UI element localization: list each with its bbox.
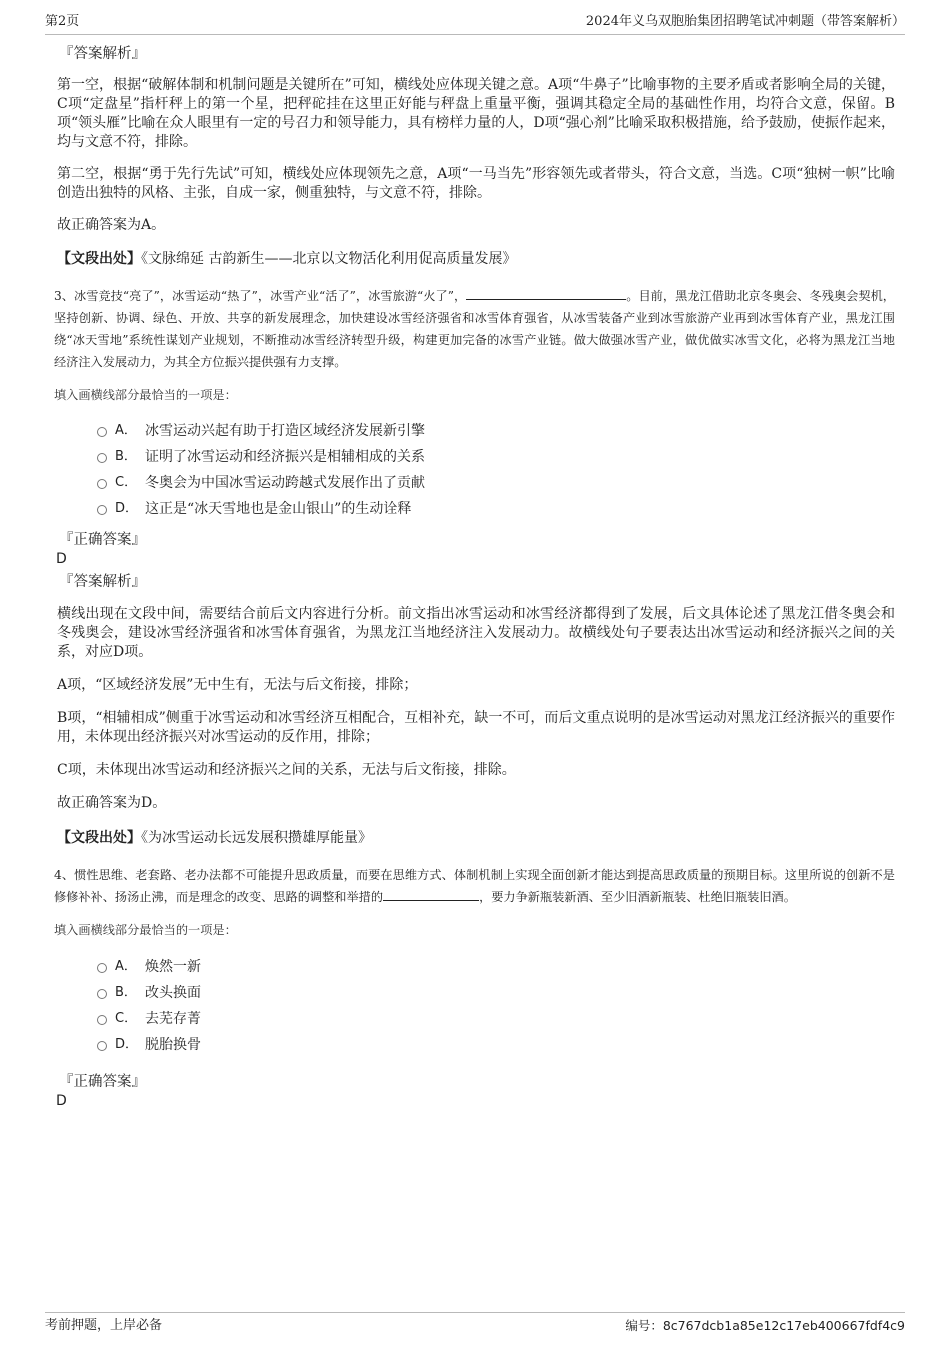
q3-option-b[interactable] [97, 444, 895, 470]
q3-stem-before-blank: 3、冰雪竞技“亮了”，冰雪运动“热了”，冰雪产业“活了”，冰雪旅游“火了”， [54, 289, 467, 303]
q4-answer: D [56, 1093, 67, 1109]
option-letter: A． [115, 423, 137, 438]
radio-icon[interactable] [97, 963, 107, 973]
q4-answer-label: 『正确答案』 [59, 1074, 146, 1090]
q4-stem [54, 864, 895, 908]
option-letter: B． [115, 985, 137, 1000]
option-letter: C． [115, 475, 138, 490]
q3-analysis-paragraph-1: 横线出现在文段中间，需要结合前后文内容进行分析。前文指出冰雪运动和冰雪经济都得到了发展，后文具体论述了黑龙江借冬奥会和冬残奥会，建设冰雪经济强省和冰雪体育强省，为黑龙江当地经济注入发展动力。故横线处句子要表达出冰雪运动和经济振兴之间的关系，对应D项。 [57, 606, 895, 660]
radio-icon[interactable] [97, 1015, 107, 1025]
q3-analysis-paragraph-4: C项，未体现出冰雪运动和经济振兴之间的关系，无法与后文衔接，排除。 [57, 762, 516, 778]
q3-source-tag: 【文段出处】 [57, 830, 141, 846]
q4-stem-after-blank: ，要力争新瓶装新酒、至少旧酒新瓶装、杜绝旧瓶装旧酒。 [479, 890, 796, 904]
q3-answer-label: 『正确答案』 [59, 532, 146, 548]
option-text: 脱胎换骨 [145, 1037, 201, 1053]
option-letter: A． [115, 959, 137, 974]
q4-option-a[interactable] [97, 954, 895, 980]
radio-icon[interactable] [97, 505, 107, 515]
q2-analysis-paragraph-2: 第二空，根据“勇于先行先试”可知，横线处应体现领先之意，A项“一马当先”形容领先或者带头，符合文意，当选。C项“独树一帜”比喻创造出独特的风格、主张，自成一家，侧重独特，与文意不符，排除。 [57, 166, 895, 201]
q3-stem [54, 285, 895, 373]
q2-source [57, 249, 895, 269]
q2-conclusion: 故正确答案为A。 [57, 217, 166, 233]
page-header [45, 12, 905, 35]
q3-option-a[interactable] [97, 418, 895, 444]
q3-conclusion: 故正确答案为D。 [57, 795, 167, 811]
q4-option-c[interactable] [97, 1006, 895, 1032]
q2-analysis-label: 『答案解析』 [59, 46, 146, 62]
q3-analysis-paragraph-2: A项，“区域经济发展”无中生有，无法与后文衔接，排除； [57, 677, 418, 693]
q2-analysis-paragraph-1: 第一空，根据“破解体制和机制问题是关键所在”可知，横线处应体现关键之意。A项“牛鼻子”比喻事物的主要矛盾或者影响全局的关键，C项“定盘星”指杆秤上的第一个星，把秤砣挂在这里正好能与秤盘上重量平衡，强调其稳定全局的基础性作用，均符合文意，保留。B项“领头雁”比喻在众人眼里有一定的号召力和领导能力，具有榜样力量的人，D项“强心剂”比喻采取积极措施，给予鼓励，使振作起来，均与文意不符，排除。 [57, 77, 895, 150]
footer-slogan: 考前押题，上岸必备 [45, 1318, 163, 1333]
option-letter: D． [115, 1037, 139, 1052]
option-text: 改头换面 [145, 985, 201, 1001]
q3-option-c[interactable] [97, 470, 895, 496]
q3-stem-after-blank: 。目前，黑龙江借助北京冬奥会、冬残奥会契机，坚持创新、协调、绿色、开放、共享的新发展理念，加快建设冰雪经济强省和冰雪体育强省，从冰雪装备产业到冰雪旅游产业再到冰雪体育产业，黑龙江围绕“冰天雪地”系统性谋划产业规划，不断推动冰雪经济转型升级，构建更加完备的冰雪产业链。做大做强冰雪产业，做优做实冰雪文化，必将为黑龙江当地经济注入发展动力，为其全方位振兴提供强有力支撑。 [54, 289, 895, 369]
option-text: 冬奥会为中国冰雪运动跨越式发展作出了贡献 [145, 475, 425, 491]
document-title: 2024年义乌双胞胎集团招聘笔试冲刺题（带答案解析） [585, 14, 905, 29]
q2-source-tag: 【文段出处】 [57, 251, 141, 267]
q4-blank [383, 887, 479, 901]
radio-icon[interactable] [97, 427, 107, 437]
radio-icon[interactable] [97, 1041, 107, 1051]
q4-options [97, 954, 895, 1058]
option-text: 这正是“冰天雪地也是金山银山”的生动诠释 [145, 501, 412, 517]
q3-option-d[interactable] [97, 496, 895, 522]
option-letter: B． [115, 449, 137, 464]
q3-instruction: 填入画横线部分最恰当的一项是： [54, 388, 237, 402]
radio-icon[interactable] [97, 479, 107, 489]
q4-option-b[interactable] [97, 980, 895, 1006]
q3-blank [466, 286, 626, 300]
q4-instruction: 填入画横线部分最恰当的一项是： [54, 923, 237, 937]
option-text: 去芜存菁 [145, 1011, 201, 1027]
page-footer [45, 1312, 905, 1335]
q3-answer: D [56, 551, 67, 567]
q2-source-title: 《文脉绵延 古韵新生——北京以文物活化利用促高质量发展》 [141, 251, 517, 267]
q3-analysis-paragraph-3: B项，“相辅相成”侧重于冰雪运动和冰雪经济互相配合，互相补充，缺一不可，而后文重点说明的是冰雪运动对黑龙江经济振兴的重要作用，未体现出经济振兴对冰雪运动的反作用，排除； [57, 710, 895, 745]
option-text: 焕然一新 [145, 959, 201, 975]
option-letter: D． [115, 501, 139, 516]
q3-source-title: 《为冰雪运动长远发展积攒雄厚能量》 [141, 830, 372, 846]
q3-options [97, 418, 895, 522]
page-number: 第2页 [45, 14, 80, 29]
document-id: 编号：8c767dcb1a85e12c17eb400667fdf4c9 [625, 1318, 905, 1333]
radio-icon[interactable] [97, 453, 107, 463]
q3-source [57, 828, 895, 848]
page-content [54, 44, 895, 1110]
q4-stem-before-blank: 4、惯性思维、老套路、老办法都不可能提升思政质量，而要在思维方式、体制机制上实现全面创新才能达到提高思政质量的预期目标。这里所说的创新不是修修补补、扬汤止沸，而是理念的改变、思路的调整和举措的 [54, 868, 895, 904]
option-letter: C． [115, 1011, 138, 1026]
radio-icon[interactable] [97, 989, 107, 999]
q3-analysis-label: 『答案解析』 [59, 574, 146, 590]
option-text: 冰雪运动兴起有助于打造区域经济发展新引擎 [145, 423, 425, 439]
q4-option-d[interactable] [97, 1032, 895, 1058]
option-text: 证明了冰雪运动和经济振兴是相辅相成的关系 [145, 449, 425, 465]
